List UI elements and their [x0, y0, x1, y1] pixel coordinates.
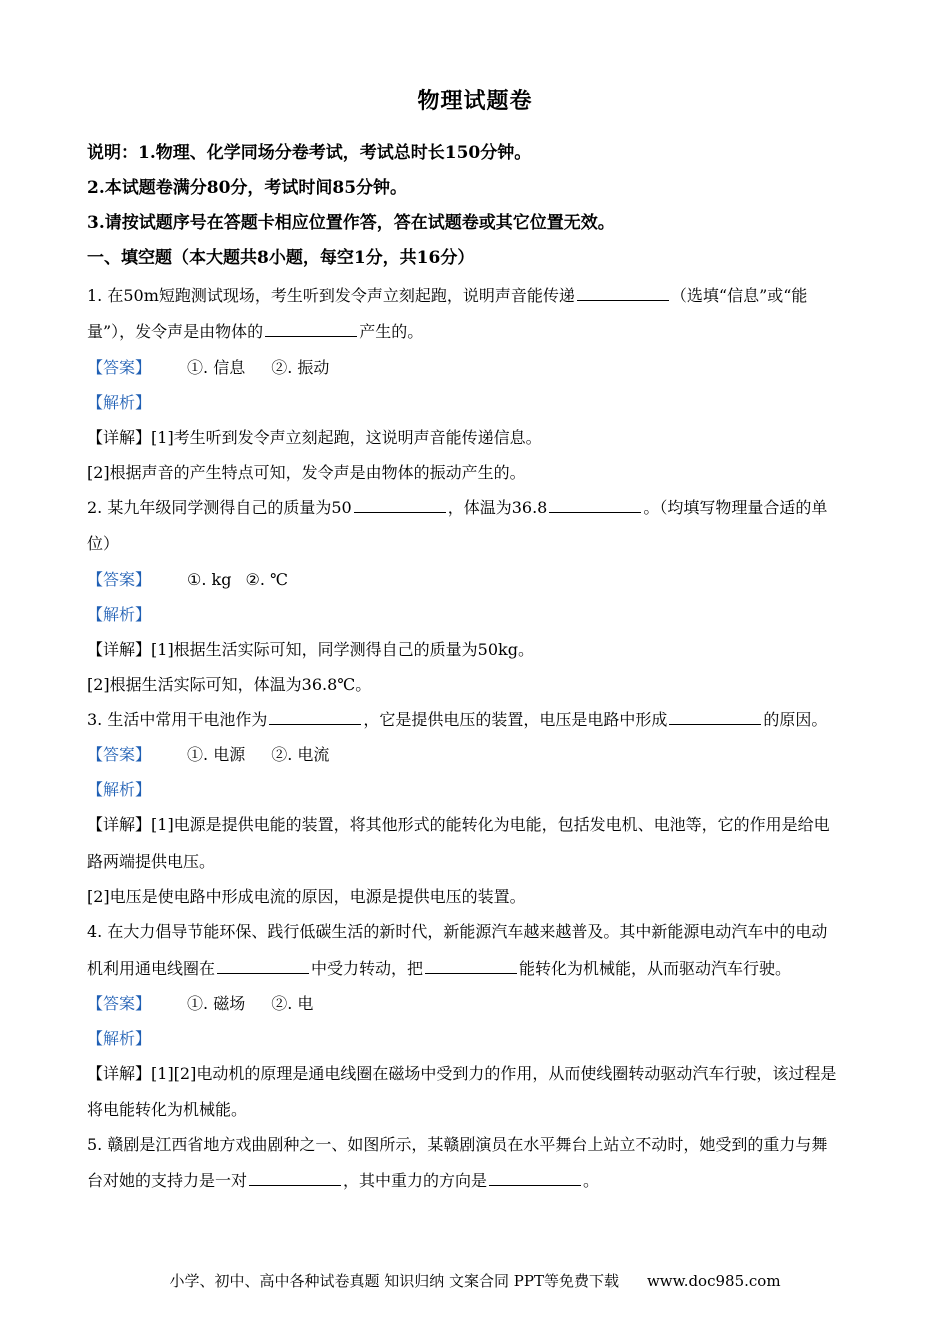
detail-tag: 【详解】 [87, 640, 152, 659]
question-2-line-1: 2. 某九年级同学测得自己的质量为50 ，体温为36.8 。（均填写物理量合适的单 [87, 498, 828, 517]
question-2-line-2: 位） [87, 534, 120, 553]
analysis-tag: 【解析】 [87, 605, 152, 624]
footer-text: 小学、初中、高中各种试卷真题 知识归纳 文案合同 PPT等免费下载 [169, 1272, 619, 1290]
question-2-analysis [87, 604, 867, 626]
answer-blank [489, 1171, 581, 1186]
footer-url[interactable]: www.doc985.com [646, 1272, 781, 1290]
question-3-detail-1b: 路两端提供电压。 [87, 852, 216, 871]
question-4-answer: 【答案】 ①. 磁场 ②. 电 [87, 994, 314, 1013]
answer-blank [265, 322, 357, 337]
question-1-answer: 【答案】 ①. 信息 ②. 振动 [87, 358, 330, 377]
analysis-tag: 【解析】 [87, 393, 152, 412]
question-1-line-1: 1. 在50m短跑测试现场，考生听到发令声立刻起跑，说明声音能传递 （选填“信息”或“能 [87, 286, 808, 305]
question-3-answer: 【答案】 ①. 电源 ②. 电流 [87, 745, 330, 764]
question-3-line-1: 3. 生活中常用干电池作为 ，它是提供电压的装置，电压是电路中形成 的原因。 [87, 710, 828, 729]
answer-blank [669, 710, 761, 725]
answer-blank [354, 498, 446, 513]
section-heading: 一、填空题（本大题共8小题，每空1分，共16分） [87, 248, 475, 268]
answer-blank [549, 498, 641, 513]
question-5-line-2: 台对她的支持力是一对 ，其中重力的方向是 。 [87, 1171, 600, 1190]
page-title: 物理试题卷 [417, 88, 533, 114]
answer-blank [425, 959, 517, 974]
question-4-detail-1: 【详解】[1][2]电动机的原理是通电线圈在磁场中受到力的作用，从而使线圈转动驱动汽车行驶，该过程是 [87, 1064, 837, 1083]
question-1-analysis [87, 392, 867, 414]
question-4-line-1: 4. 在大力倡导节能环保、践行低碳生活的新时代，新能源汽车越来越普及。其中新能源电动汽车中的电动 [87, 922, 828, 941]
analysis-tag: 【解析】 [87, 780, 152, 799]
detail-tag: 【详解】 [87, 815, 152, 834]
answer-blank [249, 1171, 341, 1186]
answer-tag: 【答案】 [87, 358, 152, 377]
question-2-answer: 【答案】 ①. kg ②. ℃ [87, 570, 288, 589]
detail-tag: 【详解】 [87, 1064, 152, 1083]
question-1-detail-2: [2]根据声音的产生特点可知，发令声是由物体的振动产生的。 [87, 463, 526, 482]
answer-blank [577, 286, 669, 301]
question-1-line-2: 量”），发令声是由物体的 产生的。 [87, 322, 424, 341]
page-footer [0, 1270, 950, 1291]
question-2-detail-1: 【详解】[1]根据生活实际可知，同学测得自己的质量为50kg。 [87, 640, 534, 659]
question-4-line-2: 机利用通电线圈在 中受力转动，把 能转化为机械能，从而驱动汽车行驶。 [87, 959, 792, 978]
note-1: 说明：1.物理、化学同场分卷考试，考试总时长150分钟。 [87, 143, 532, 163]
question-2-detail-2: [2]根据生活实际可知，体温为36.8℃。 [87, 675, 372, 694]
note-2: 2.本试题卷满分80分，考试时间85分钟。 [87, 178, 408, 198]
question-1-detail-1: 【详解】[1]考生听到发令声立刻起跑，这说明声音能传递信息。 [87, 428, 542, 447]
question-4-analysis [87, 1028, 867, 1050]
answer-tag: 【答案】 [87, 994, 152, 1013]
analysis-tag: 【解析】 [87, 1029, 152, 1048]
answer-blank [217, 959, 309, 974]
detail-tag: 【详解】 [87, 428, 152, 447]
question-4-detail-1b: 将电能转化为机械能。 [87, 1100, 248, 1119]
answer-tag: 【答案】 [87, 570, 152, 589]
question-3-analysis [87, 779, 867, 801]
note-3: 3.请按试题序号在答题卡相应位置作答，答在试题卷或其它位置无效。 [87, 213, 615, 233]
answer-blank [269, 710, 361, 725]
answer-tag: 【答案】 [87, 745, 152, 764]
question-3-detail-2: [2]电压是使电路中形成电流的原因，电源是提供电压的装置。 [87, 887, 526, 906]
question-5-line-1: 5. 赣剧是江西省地方戏曲剧种之一、如图所示，某赣剧演员在水平舞台上站立不动时，她受到的重力与舞 [87, 1135, 828, 1154]
question-3-detail-1: 【详解】[1]电源是提供电能的装置，将其他形式的能转化为电能，包括发电机、电池等，它的作用是给电 [87, 815, 830, 834]
